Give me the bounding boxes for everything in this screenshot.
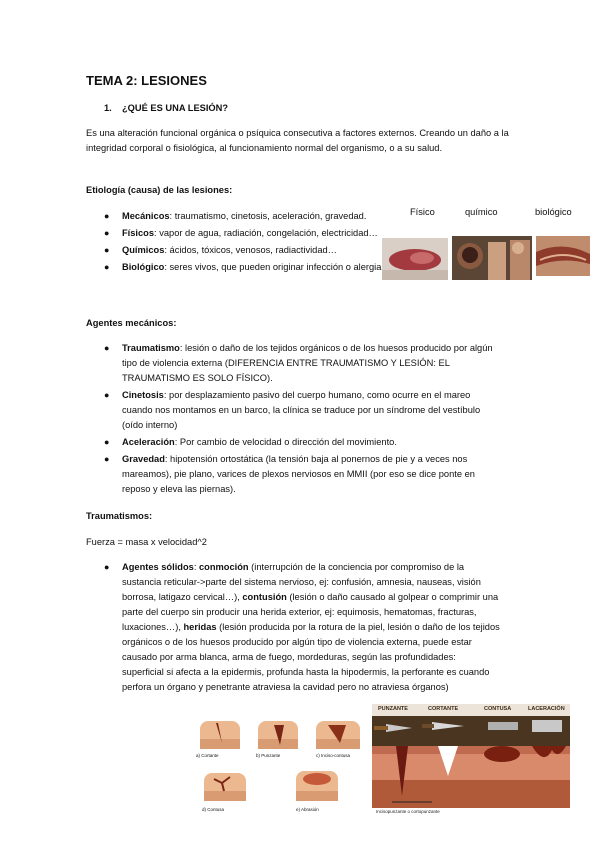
solid-agents-item: ● Agentes sólidos: conmoción (interrupción de la conciencia por compromiso de la sustancia reticular->parte del sistema nervioso, ej: confusión, amnesia, nauseas, visión borrosa, latigazo cervical…), contusión (lesión o daño causado al golpear o comprimir una parte del cuerpo sin producir una herida exterior, ej: equimosis, hematomas, fracturas, luxaciones…), heridas (lesión producida por la rotura de la piel, lesión o daño de los tejidos orgánicos o de los huesos producido por algún tipo de violencia externa, puede estar causado por arma blanca, arma de fuego, mordeduras, según las profundidades: superficial si afecta a la epidermis, profunda hasta la hipodermis, la perforante es cuando perfora un órgano y penetrante atraviesa la cavidad pero no atraviesa órganos) — [104, 562, 500, 692]
photo-label-chemical: químico — [465, 207, 498, 217]
header-contusa: CONTUSA — [484, 706, 512, 712]
list-item: ● Gravedad: hipotensión ortostática (la tensión baja al ponernos de pie y a veces nos mareamos), pie plano, varices de plexos nerviosos en MMII (por eso se dice ponte en reposo y eleva las piernas). — [104, 454, 475, 494]
bullet-icon: ● — [104, 211, 110, 221]
caption-contusa: d) Contusa — [202, 807, 225, 812]
header-laceracion: LACERACIÓN — [528, 706, 565, 712]
biological-injury-photo — [536, 236, 590, 276]
caption-abrasion: e) Abrasión — [296, 807, 319, 812]
caption-punzante: b) Punzante — [256, 753, 281, 758]
list-item: ● Mecánicos: traumatismo, cinetosis, aceleración, gravedad. — [122, 209, 392, 224]
header-cortante: CORTANTE — [428, 706, 459, 712]
mechanical-heading: Agentes mecánicos: — [86, 318, 177, 328]
photo-label-physical: Físico — [410, 207, 435, 217]
bullet-icon: ● — [104, 343, 110, 353]
list-item: ● Traumatismo: lesión o daño de los tejidos orgánicos o de los huesos producido por algún tipo de violencia externa (DIFERENCIA ENTRE TRAUMATISMO Y LESIÓN: EL TRAUMATISMO ES SOLO FÍSICO). — [104, 343, 493, 383]
etiology-list — [104, 209, 392, 275]
section-number: 1. — [104, 103, 112, 113]
bullet-icon: ● — [104, 245, 110, 255]
bullet-icon: ● — [104, 228, 110, 238]
burn-hand-photo — [382, 238, 448, 280]
definition-paragraph: Es una alteración funcional orgánica o psíquica consecutiva a factores externos. Creando un daño a la integridad corporal o fisiológica, al funcionamiento normal del organismo, o a su salud. — [86, 128, 509, 153]
trauma-heading: Traumatismos: — [86, 511, 153, 521]
force-formula: Fuerza = masa x velocidad^2 — [86, 537, 207, 547]
list-item: ● Biológico: seres vivos, que pueden originar infección o alergia — [122, 260, 392, 275]
footer-caption: Incisopunzante o cortopunzante — [376, 809, 440, 814]
mechanical-list — [104, 341, 502, 497]
wound-types-table — [372, 704, 570, 820]
list-item: ● Cinetosis: por desplazamiento pasivo del cuerpo humano, como ocurre en el mareo cuando nos montamos en un barco, la clínica se traduce por un síndrome del vestíbulo (oído interno) — [104, 390, 481, 430]
etiology-heading: Etiología (causa) de las lesiones: — [86, 185, 233, 195]
caption-cortante: a) Cortante — [196, 753, 219, 758]
bullet-icon: ● — [104, 454, 110, 464]
bullet-icon: ● — [104, 562, 110, 572]
skin-wound-illustrations — [192, 713, 368, 819]
list-item: ● Aceleración: Por cambio de velocidad o dirección del movimiento. — [122, 435, 502, 450]
photo-label-biological: biológico — [535, 207, 572, 217]
bullet-icon: ● — [104, 437, 110, 447]
bullet-icon: ● — [104, 390, 110, 400]
list-item: ● Físicos: vapor de agua, radiación, congelación, electricidad… — [122, 226, 392, 241]
section-heading: ¿QUÉ ES UNA LESIÓN? — [122, 103, 229, 113]
chemical-injury-photo — [452, 236, 532, 280]
header-punzante: PUNZANTE — [378, 706, 408, 712]
caption-inciso-contusa: c) Inciso-contusa — [316, 753, 351, 758]
page-title: TEMA 2: LESIONES — [86, 73, 207, 88]
list-item: ● Químicos: ácidos, tóxicos, venosos, radiactividad… — [122, 243, 392, 258]
bullet-icon: ● — [104, 262, 110, 272]
